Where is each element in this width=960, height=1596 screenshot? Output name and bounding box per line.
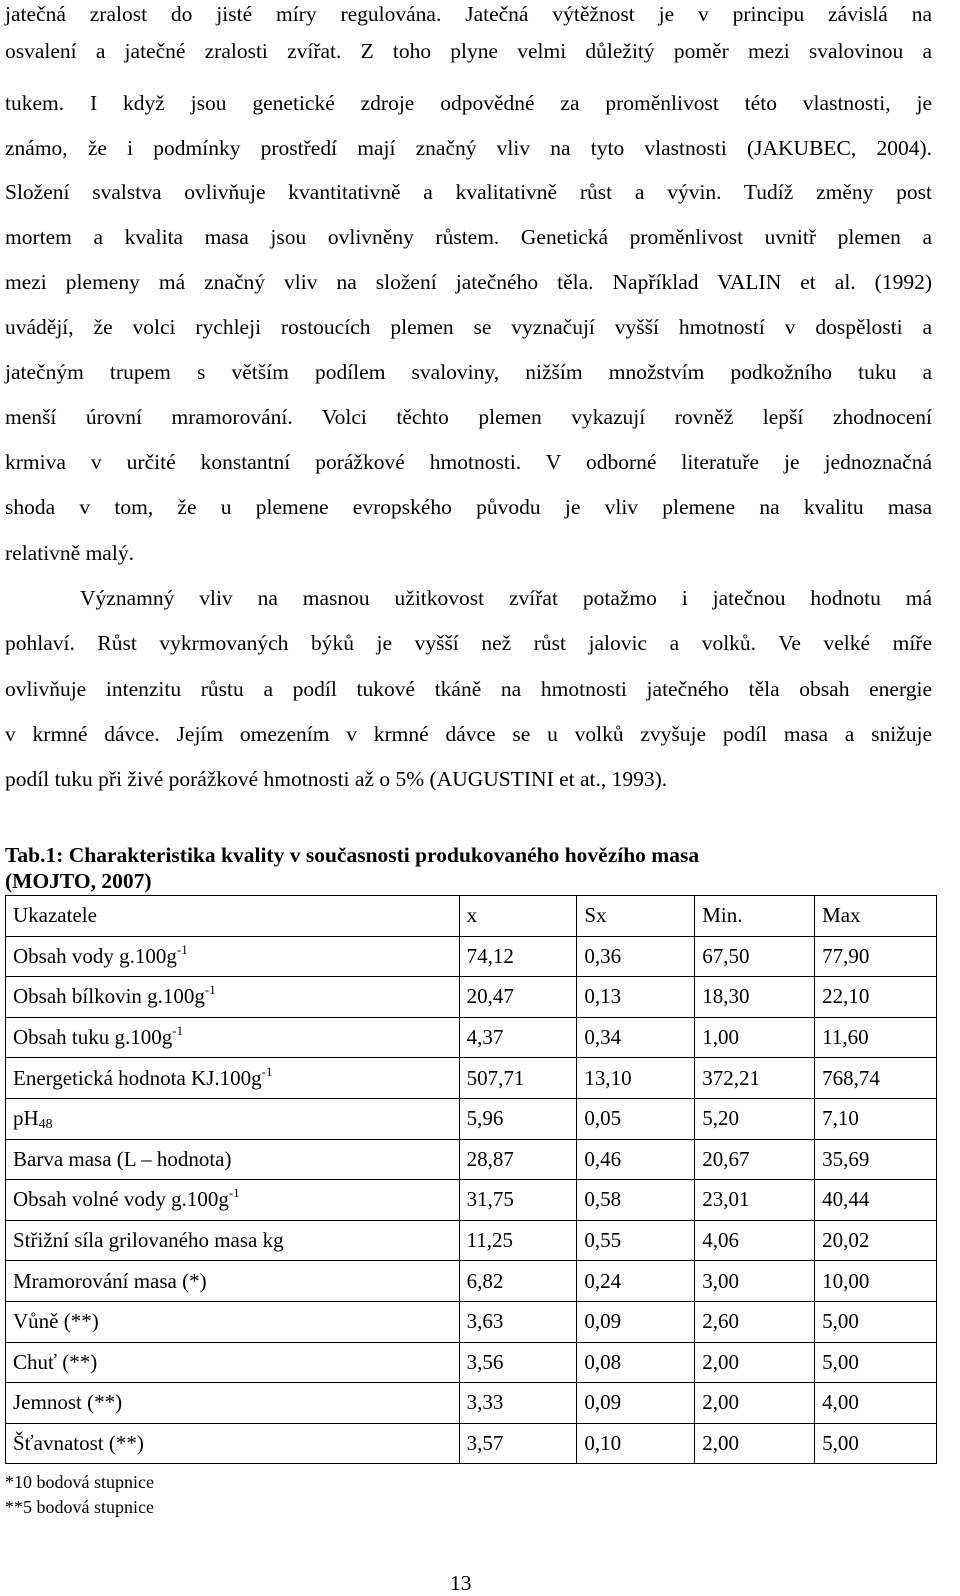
value-cell: 11,25 xyxy=(459,1220,577,1261)
row-label-cell xyxy=(6,1383,460,1424)
row-label-cell xyxy=(6,1139,460,1180)
row-label-cell xyxy=(6,1058,460,1099)
row-label: Barva masa (L – hodnota) xyxy=(13,1146,232,1171)
value-cell: 40,44 xyxy=(815,1180,937,1221)
text-line: mezi plemeny má značný vliv na složení jatečného těla. Například VALIN et al. (1992) xyxy=(5,270,932,294)
value-cell: 23,01 xyxy=(695,1180,815,1221)
value-cell: 4,37 xyxy=(459,1017,577,1058)
value-cell: 0,09 xyxy=(577,1301,695,1342)
value-cell: 11,60 xyxy=(815,1017,937,1058)
row-label: Obsah vody g.100g xyxy=(13,943,177,968)
value-cell: 0,46 xyxy=(577,1139,695,1180)
unit-exponent: -1 xyxy=(176,941,188,957)
row-label: Mramorování masa (*) xyxy=(13,1268,207,1293)
row-label-cell xyxy=(6,1098,460,1139)
value-cell: 2,00 xyxy=(695,1423,815,1464)
footnote: **5 bodová stupnice xyxy=(5,1497,154,1517)
row-label-cell xyxy=(6,1301,460,1342)
value-cell: 2,00 xyxy=(695,1342,815,1383)
value-cell: 0,58 xyxy=(577,1180,695,1221)
table-row xyxy=(6,1098,937,1139)
unit-subscript: 48 xyxy=(38,1117,53,1133)
value-cell: 3,00 xyxy=(695,1261,815,1302)
value-cell: 3,56 xyxy=(459,1342,577,1383)
value-cell: 1,00 xyxy=(695,1017,815,1058)
value-cell: 0,55 xyxy=(577,1220,695,1261)
value-cell: 20,02 xyxy=(815,1220,937,1261)
table-header-row xyxy=(6,896,937,937)
value-cell: 372,21 xyxy=(695,1058,815,1099)
value-cell: 6,82 xyxy=(459,1261,577,1302)
header-cell: Max xyxy=(815,896,937,937)
quality-table xyxy=(5,895,937,1464)
text-line: pohlaví. Růst vykrmovaných býků je vyšší než růst jalovic a volků. Ve velké míře xyxy=(5,631,932,655)
value-cell: 0,09 xyxy=(577,1383,695,1424)
value-cell: 0,13 xyxy=(577,977,695,1018)
text-line: v krmné dávce. Jejím omezením v krmné dávce se u volků zvyšuje podíl masa a snižuje xyxy=(5,722,932,746)
row-label-cell xyxy=(6,1220,460,1261)
row-label: Jemnost (**) xyxy=(13,1390,123,1415)
value-cell: 507,71 xyxy=(459,1058,577,1099)
text-line: jatečným trupem s větším podílem svaloviny, nižším množstvím podkožního tuku a xyxy=(5,360,932,384)
row-label: Střižní síla grilovaného masa kg xyxy=(13,1228,284,1253)
text-line: známo, že i podmínky prostředí mají značný vliv na tyto vlastnosti (JAKUBEC, 2004). xyxy=(5,136,932,160)
table-row xyxy=(6,1301,937,1342)
value-cell: 77,90 xyxy=(815,936,937,977)
value-cell: 0,24 xyxy=(577,1261,695,1302)
row-label: Chuť (**) xyxy=(13,1349,98,1374)
row-label: Vůně (**) xyxy=(13,1309,99,1334)
value-cell: 0,05 xyxy=(577,1098,695,1139)
value-cell: 67,50 xyxy=(695,936,815,977)
header-cell: Ukazatele xyxy=(6,896,460,937)
value-cell: 74,12 xyxy=(459,936,577,977)
table-row xyxy=(6,1261,937,1302)
text-line: Významný vliv na masnou užitkovost zvířat potažmo i jatečnou hodnotu má xyxy=(80,586,932,610)
footnote: *10 bodová stupnice xyxy=(5,1472,154,1492)
table-row xyxy=(6,977,937,1018)
value-cell: 0,36 xyxy=(577,936,695,977)
value-cell: 3,57 xyxy=(459,1423,577,1464)
text-line: krmiva v určité konstantní porážkové hmotnosti. V odborné literatuře je jednoznačná xyxy=(5,450,932,474)
table-title-source: (MOJTO, 2007) xyxy=(5,869,152,893)
text-line: ovlivňuje intenzitu růstu a podíl tukové tkáně na hmotnosti jatečného těla obsah energie xyxy=(5,677,932,701)
value-cell: 5,00 xyxy=(815,1301,937,1342)
value-cell: 20,67 xyxy=(695,1139,815,1180)
value-cell: 5,00 xyxy=(815,1342,937,1383)
text-line: menší úrovní mramorování. Volci těchto plemen vykazují rovněž lepší zhodnocení xyxy=(5,405,932,429)
value-cell: 18,30 xyxy=(695,977,815,1018)
value-cell: 0,34 xyxy=(577,1017,695,1058)
unit-exponent: -1 xyxy=(204,982,216,998)
unit-exponent: -1 xyxy=(228,1185,240,1201)
value-cell: 5,20 xyxy=(695,1098,815,1139)
table-row xyxy=(6,1220,937,1261)
page-number: 13 xyxy=(450,1571,472,1595)
value-cell: 7,10 xyxy=(815,1098,937,1139)
text-line: podíl tuku při živé porážkové hmotnosti až o 5% (AUGUSTINI et at., 1993). xyxy=(5,767,668,791)
row-label-cell xyxy=(6,1342,460,1383)
value-cell: 22,10 xyxy=(815,977,937,1018)
row-label-cell xyxy=(6,1180,460,1221)
row-label-cell xyxy=(6,1261,460,1302)
row-label: Šťavnatost (**) xyxy=(13,1431,144,1456)
table-title: Tab.1: Charakteristika kvality v současnosti produkovaného hovězího masa xyxy=(5,843,700,867)
text-line: osvalení a jatečné zralosti zvířat. Z toho plyne velmi důležitý poměr mezi svalovinou a xyxy=(5,39,932,63)
text-line: jatečná zralost do jisté míry regulována. Jatečná výtěžnost je v principu závislá na xyxy=(5,2,932,26)
text-line: shoda v tom, že u plemene evropského původu je vliv plemene na kvalitu masa xyxy=(5,495,932,519)
text-line: tukem. I když jsou genetické zdroje odpovědné za proměnlivost této vlastnosti, je xyxy=(5,91,932,115)
text-line: relativně malý. xyxy=(5,541,134,565)
value-cell: 28,87 xyxy=(459,1139,577,1180)
table-row xyxy=(6,1017,937,1058)
text-line: uvádějí, že volci rychleji rostoucích plemen se vyznačují vyšší hmotností v dospělosti a xyxy=(5,315,932,339)
row-label-cell xyxy=(6,1423,460,1464)
row-label: Obsah volné vody g.100g xyxy=(13,1187,229,1212)
table-row xyxy=(6,1423,937,1464)
header-cell: Sx xyxy=(577,896,695,937)
value-cell: 3,33 xyxy=(459,1383,577,1424)
value-cell: 5,00 xyxy=(815,1423,937,1464)
value-cell: 13,10 xyxy=(577,1058,695,1099)
value-cell: 4,06 xyxy=(695,1220,815,1261)
value-cell: 4,00 xyxy=(815,1383,937,1424)
value-cell: 20,47 xyxy=(459,977,577,1018)
value-cell: 10,00 xyxy=(815,1261,937,1302)
table-row xyxy=(6,1342,937,1383)
row-label: pH xyxy=(13,1106,39,1131)
value-cell: 35,69 xyxy=(815,1139,937,1180)
value-cell: 2,60 xyxy=(695,1301,815,1342)
table-row xyxy=(6,1180,937,1221)
row-label: Energetická hodnota KJ.100g xyxy=(13,1065,262,1090)
table-row xyxy=(6,1383,937,1424)
row-label-cell xyxy=(6,936,460,977)
text-line: Složení svalstva ovlivňuje kvantitativně a kvalitativně růst a vývin. Tudíž změny post xyxy=(5,180,932,204)
row-label: Obsah tuku g.100g xyxy=(13,1025,173,1050)
value-cell: 768,74 xyxy=(815,1058,937,1099)
table-row xyxy=(6,936,937,977)
value-cell: 5,96 xyxy=(459,1098,577,1139)
value-cell: 3,63 xyxy=(459,1301,577,1342)
value-cell: 31,75 xyxy=(459,1180,577,1221)
value-cell: 2,00 xyxy=(695,1383,815,1424)
unit-exponent: -1 xyxy=(261,1063,273,1079)
table-row xyxy=(6,1139,937,1180)
row-label-cell xyxy=(6,977,460,1018)
row-label: Obsah bílkovin g.100g xyxy=(13,984,205,1009)
header-cell: x xyxy=(459,896,577,937)
value-cell: 0,10 xyxy=(577,1423,695,1464)
header-cell: Min. xyxy=(695,896,815,937)
value-cell: 0,08 xyxy=(577,1342,695,1383)
unit-exponent: -1 xyxy=(172,1023,184,1039)
table-row xyxy=(6,1058,937,1099)
text-line: mortem a kvalita masa jsou ovlivněny růstem. Genetická proměnlivost uvnitř plemen a xyxy=(5,225,932,249)
row-label-cell xyxy=(6,1017,460,1058)
